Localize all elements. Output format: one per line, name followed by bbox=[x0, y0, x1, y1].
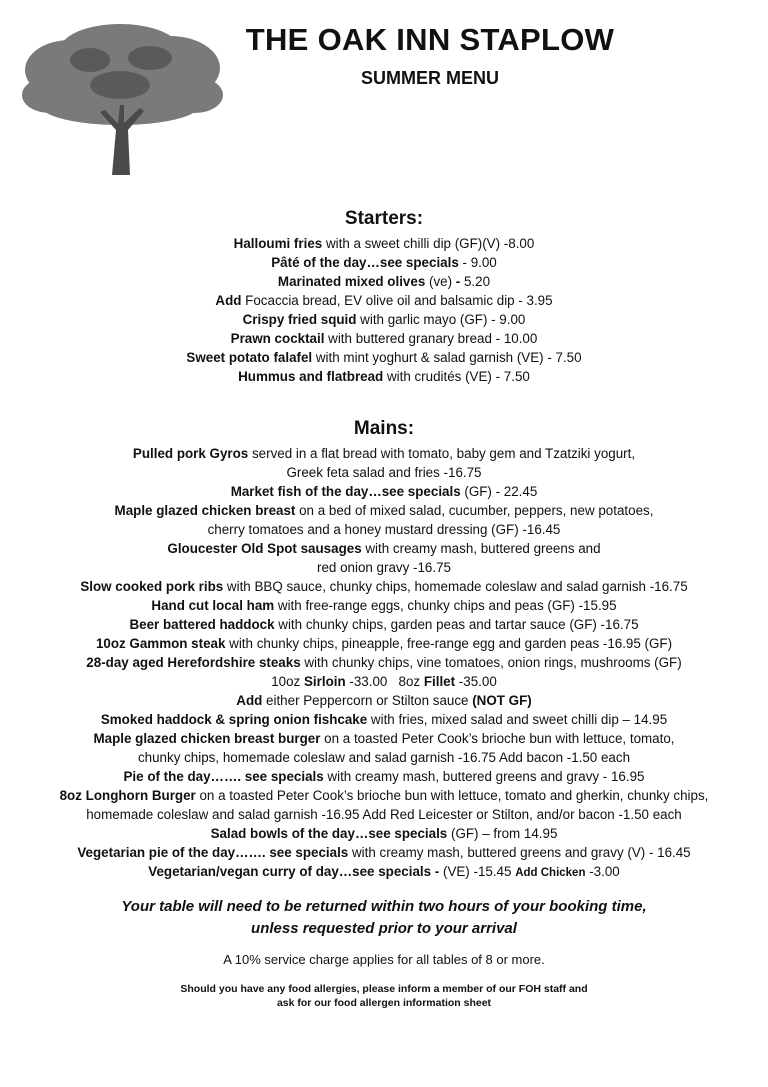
menu-item: Add Focaccia bread, EV olive oil and balsamic dip - 3.95 bbox=[215, 293, 553, 308]
page-title: THE OAK INN STAPLOW bbox=[245, 22, 615, 57]
menu-line: Pulled pork Gyros served in a flat bread with tomato, baby gem and Tzatziki yogurt, bbox=[132, 446, 636, 461]
menu-item: Crispy fried squid with garlic mayo (GF) - 9.00 bbox=[242, 312, 526, 327]
menu-line: Market fish of the day…see specials (GF) - 22.45 bbox=[230, 484, 538, 499]
menu-line: 10oz Sirloin -33.00 8oz Fillet -35.00 bbox=[271, 674, 497, 689]
menu-line: Maple glazed chicken breast burger on a toasted Peter Cook’s brioche bun with lettuce, tomato, bbox=[93, 731, 675, 746]
allergy-notice: Should you have any food allergies, please inform a member of our FOH staff and ask for our food allergen information sheet bbox=[180, 983, 588, 1009]
starters-heading: Starters: bbox=[344, 208, 424, 229]
menu-line: Slow cooked pork ribs with BBQ sauce, chunky chips, homemade coleslaw and salad garnish -16.75 bbox=[80, 579, 688, 594]
menu-line: 10oz Gammon steak with chunky chips, pineapple, free-range egg and garden peas -16.95 (GF) bbox=[95, 636, 673, 651]
menu-line: Beer battered haddock with chunky chips, garden peas and tartar sauce (GF) -16.75 bbox=[129, 617, 639, 632]
menu-item: Prawn cocktail with buttered granary bread - 10.00 bbox=[230, 331, 538, 346]
menu-item: Hummus and flatbread with crudités (VE) - 7.50 bbox=[238, 369, 530, 384]
menu-line: Smoked haddock & spring onion fishcake with fries, mixed salad and sweet chilli dip – 14.95 bbox=[100, 712, 668, 727]
mains-heading: Mains: bbox=[353, 418, 415, 439]
menu-line: chunky chips, homemade coleslaw and salad garnish -16.75 Add bacon -1.50 each bbox=[137, 750, 631, 765]
menu-line: red onion gravy -16.75 bbox=[317, 560, 451, 575]
menu-line: Gloucester Old Spot sausages with creamy mash, buttered greens and bbox=[167, 541, 601, 556]
menu-line: 28-day aged Herefordshire steaks with chunky chips, vine tomatoes, onion rings, mushrooms (GF) bbox=[86, 655, 682, 670]
menu-line: Salad bowls of the day…see specials (GF) – from 14.95 bbox=[210, 826, 558, 841]
menu-line: Pie of the day……. see specials with creamy mash, buttered greens and gravy - 16.95 bbox=[123, 769, 645, 784]
menu-line: Maple glazed chicken breast on a bed of mixed salad, cucumber, peppers, new potatoes, bbox=[114, 503, 654, 518]
menu-line: Vegetarian/vegan curry of day…see specials - (VE) -15.45 Add Chicken -3.00 bbox=[148, 864, 620, 879]
mains-section bbox=[0, 418, 768, 883]
menu-line: cherry tomatoes and a honey mustard dressing (GF) -16.45 bbox=[207, 522, 561, 537]
menu-item: Pâté of the day…see specials - 9.00 bbox=[271, 255, 497, 270]
menu-subtitle: SUMMER MENU bbox=[361, 68, 499, 88]
menu-line: Hand cut local ham with free-range eggs, chunky chips and peas (GF) -15.95 bbox=[151, 598, 617, 613]
starters-section bbox=[0, 208, 768, 386]
menu-item: Sweet potato falafel with mint yoghurt & salad garnish (VE) - 7.50 bbox=[186, 350, 582, 365]
menu-line: Vegetarian pie of the day……. see specials with creamy mash, buttered greens and gravy (V) - 16.45 bbox=[77, 845, 691, 860]
menu-item: Marinated mixed olives (ve) - 5.20 bbox=[277, 274, 491, 289]
menu-line: Add either Peppercorn or Stilton sauce (NOT GF) bbox=[236, 693, 532, 708]
service-charge-note: A 10% service charge applies for all tables of 8 or more. bbox=[223, 952, 545, 967]
menu-line: 8oz Longhorn Burger on a toasted Peter Cook’s brioche bun with lettuce, tomato and gherkin, chunky chips, bbox=[59, 788, 709, 803]
menu-line: homemade coleslaw and salad garnish -16.95 Add Red Leicester or Stilton, and/or bacon -1.50 each bbox=[86, 807, 682, 822]
menu-item: Halloumi fries with a sweet chilli dip (GF)(V) -8.00 bbox=[233, 236, 535, 251]
menu-line: Greek feta salad and fries -16.75 bbox=[286, 465, 482, 480]
booking-notice: Your table will need to be returned within two hours of your booking time, unless requested prior to your arrival bbox=[121, 898, 647, 937]
oak-tree-icon bbox=[20, 20, 225, 180]
